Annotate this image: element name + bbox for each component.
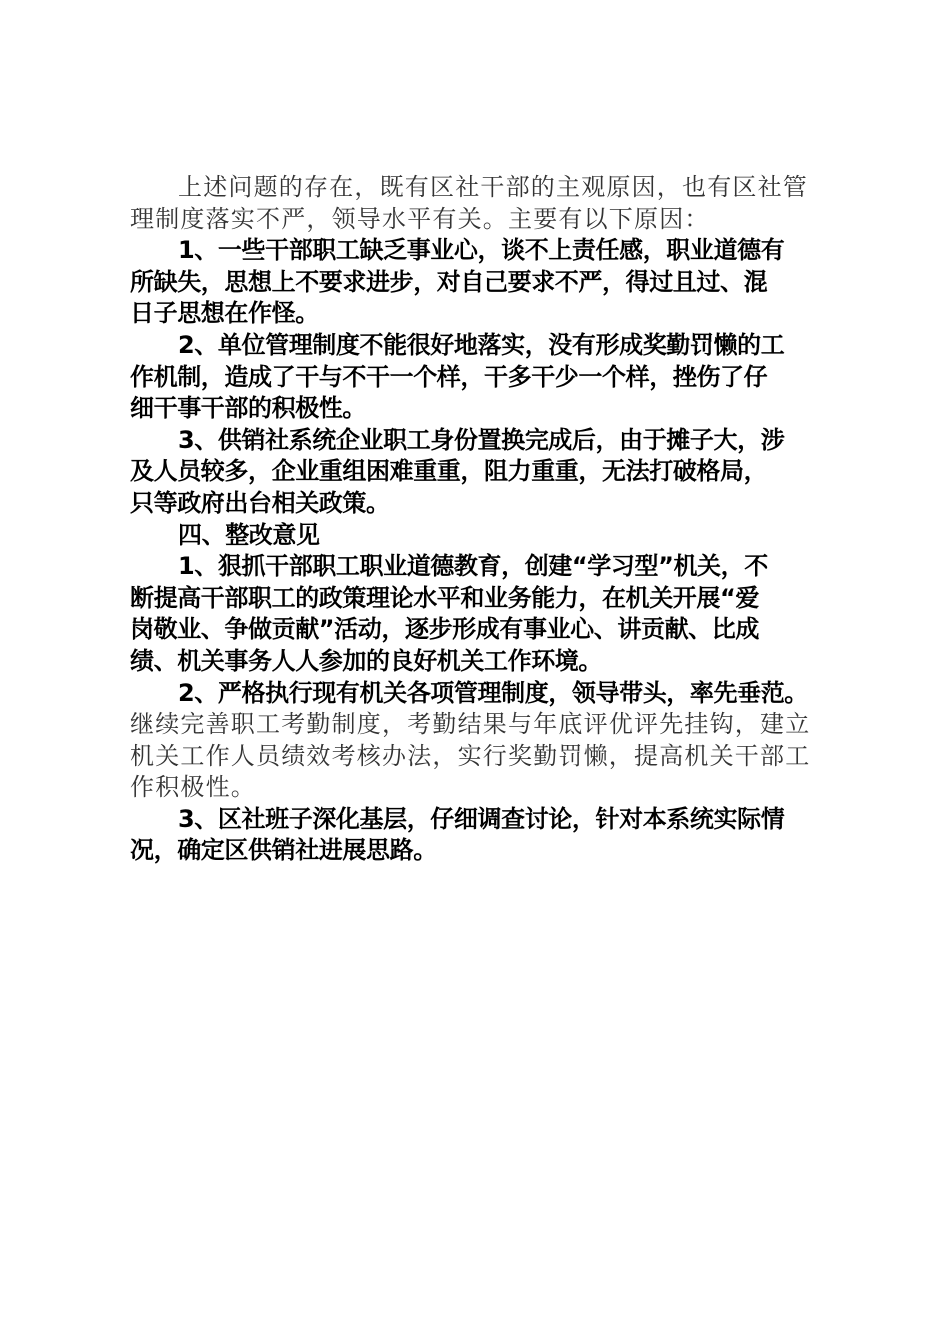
text-line: 2、单位管理制度不能很好地落实，没有形成奖勤罚懒的工 [178,330,785,359]
text-line: 3、供销社系统企业职工身份置换完成后，由于摊子大，涉 [178,425,785,454]
text-line: 所缺失，思想上不要求进步，对自己要求不严，得过且过、混 [130,267,768,296]
paragraph [130,425,830,520]
paragraph [130,709,830,804]
text-line: 3、区社班子深化基层，仔细调查讨论，针对本系统实际情 [178,804,785,833]
text-line: 上述问题的存在，既有区社干部的主观原因，也有区社管 [178,173,808,201]
text-line: 日子思想在作怪。 [130,299,319,328]
paragraph [130,804,830,867]
text-line: 理制度落实不严，领导水平有关。主要有以下原因： [130,204,710,233]
text-line: 绩、机关事务人人参加的良好机关工作环境。 [130,646,602,675]
text-line: 2、严格执行现有机关各项管理制度，领导带头，率先垂范。 [178,678,808,707]
text-line: 只等政府出台相关政策。 [130,488,390,517]
text-line: 岗敬业、争做贡献”活动，逐步形成有事业心、讲贡献、比成 [130,615,759,644]
text-line: 1、一些干部职工缺乏事业心，谈不上责任感，职业道德有 [178,236,785,265]
text-line: 作积极性。 [130,773,256,802]
paragraph [130,520,830,552]
paragraph [130,678,830,710]
text-line: 及人员较多，企业重组困难重重，阻力重重，无法打破格局， [130,457,768,486]
text-line: 况，确定区供销社进展思路。 [130,836,437,865]
text-line: 继续完善职工考勤制度，考勤结果与年底评优评先挂钩，建立 [130,710,811,739]
paragraph [130,172,830,235]
paragraph [130,551,830,677]
paragraph [130,330,830,425]
paragraph [130,235,830,330]
text-line: 作机制，造成了干与不干一个样，干多干少一个样，挫伤了仔 [130,362,768,391]
text-line: 四、整改意见 [178,520,320,549]
text-line: 1、狠抓干部职工职业道德教育，创建“学习型”机关，不 [178,552,768,581]
text-line: 机关工作人员绩效考核办法，实行奖勤罚懒，提高机关干部工 [130,741,811,770]
text-line: 断提高干部职工的政策理论水平和业务能力，在机关开展“爱 [130,583,759,612]
document-body [130,172,830,867]
text-line: 细干事干部的积极性。 [130,394,366,423]
